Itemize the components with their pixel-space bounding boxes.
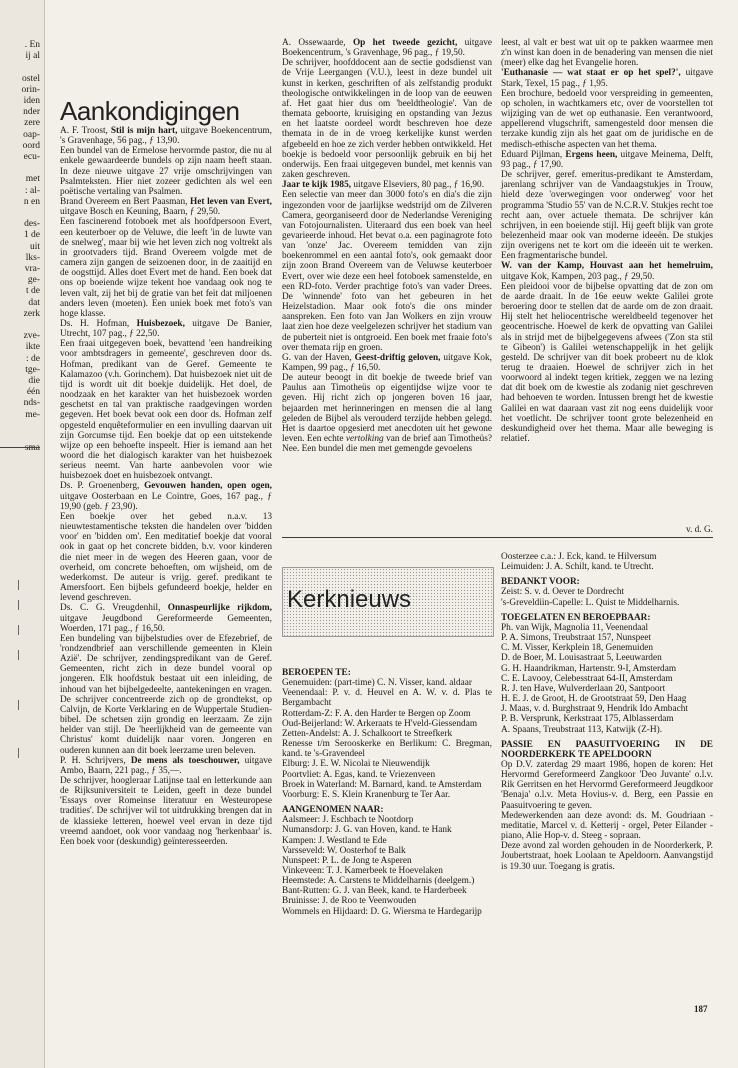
paragraph-text: Oosterzee c.a.: J. Eck, kand. te Hilversum — [501, 552, 657, 562]
section-heading: AANGENOMEN NAAR: — [282, 805, 384, 816]
paragraph-text: Aalsmeer: J. Eschbach te Nootdorp — [282, 815, 414, 826]
margin-mark — [18, 650, 19, 660]
margin-fragment: me- — [25, 409, 40, 420]
page-number: 187 — [694, 1004, 708, 1014]
announcement-text — [60, 634, 272, 756]
paragraph-text: C. E. Lavooy, Celebesstraat 64-II, Amsterdam — [501, 673, 673, 684]
church-news-text — [501, 653, 713, 663]
church-news-text — [282, 856, 492, 866]
paragraph-text: Bant-Rutten: G. J. van Beek, kand. te Harderbeek — [282, 886, 467, 897]
church-news-text — [282, 688, 492, 708]
margin-fragment: nder — [23, 107, 40, 118]
paragraph-text: Een pleidooi voor de bijbelse opvatting dat de zon om de aarde draait. In de 16e eeuw wekte Galilei grote beroering door te stellen dat de aarde om de zon draait. Hij stelt het heliocentrische wereldbeeld tegenover het geocentrische. Hoewel de kerk de opvatting van Galilei als in strijd met de bijbelgegevens afwees ('Zon sta stil te Gibeon') is Galilei wetenschappelijk in het gelijk gesteld. De schrijver van dit boek probeert nu de klok terug te draaien. Hoewel de schrijver zich in het voorwoord al indekt tegen kritiek, zeggen we na lezing dat dit boek om de kwestie als zodanig niet geschreven had behoeven te worden. Intussen brengt het de kwestie Galilei en wat daaraan vast zit nog eens duidelijk voor het voetlicht. De schrijver toont grote belezenheid en deskundigheid over het thema. Maar alle beweging is relatief. — [501, 281, 713, 445]
church-news-text — [282, 907, 492, 917]
paragraph-text: Een fraai uitgegeven boek, bevattend 'een handreiking voor ambtsdragers in gemeente', geschreven door ds. Hofman, predikant van de Geref. Gemeente te Kalamazoo (v.h. Gorinchem). Dat huisbezoek niet uit de tijd is wordt uit dit boekje duidelijk. Het doel, de noodzaak en het karakter van het huisbezoek worden geschetst en tal van praktische raadgevingen worden gegeven. Het boek bevat ook een door ds. Hofman zelf opgesteld enquêteformulier en een invulling daarvan uit zijn Gorcumse tijd. Een boekje dat op een uitstekende wijze op een behoefte inspeelt. Hier is iemand aan het woord die het dialogisch karakter van het huisbezoek serieus neemt. Van harte aanbevolen voor wie huisbezoek doet en huisbezoek ontvangt. — [60, 339, 272, 482]
announcement-text — [60, 776, 272, 847]
announcement-title — [282, 180, 492, 190]
margin-fragment: oord — [22, 140, 40, 151]
church-news-text — [282, 770, 492, 780]
section-heading: BEROEPEN TE: — [282, 668, 351, 678]
paragraph-text: De auteur beoogt in dit boekje de tweede brief van Paulus aan Timotheüs op eigentijdse wijze voor te geven. Hij richt zich op jongeren boven 16 jaar, bejaarden met herinneringen en mensen die al lang geleden de Bijbel als verouderd terzijde hebben gelegd. Het is daartoe opgesierd met anecdoten uit het gewone leven. Een echte — [282, 373, 492, 445]
announcement-title — [60, 603, 272, 633]
paragraph-text: Ph. van Wijk, Magnolia 11, Veenendaal — [501, 622, 649, 633]
church-news-text — [501, 714, 713, 724]
margin-fragment: ikte — [25, 342, 40, 353]
column-2-announcements — [282, 38, 492, 454]
church-news-text — [501, 552, 713, 562]
author: A. Ossewaarde, — [282, 38, 353, 48]
announcement-title — [501, 68, 713, 88]
kerknieuws-heading-box — [282, 567, 494, 637]
margin-mark — [18, 700, 19, 710]
church-news-text — [282, 790, 492, 800]
announcement-text — [282, 190, 492, 353]
announcement-text — [282, 58, 492, 180]
announcement-title — [60, 481, 272, 511]
church-news-text — [501, 841, 713, 871]
section-heading: BEDANKT VOOR: — [501, 577, 580, 588]
publisher-info: uitgave Jeugdbond Gereformeerde Gemeenten, Woerden, 171 pag., ƒ 16,50. — [60, 613, 272, 634]
church-news-text — [282, 678, 492, 688]
publisher-info: uitgave Oosterbaan en Le Cointre, Goes, 167 pag., ƒ 19,90 (geb. ƒ 23,90). — [60, 491, 272, 512]
paragraph-text: van de brief aan Timotheüs? Nee. Een bundel die men met gemengde gevoelens — [282, 434, 492, 455]
announcement-text — [501, 282, 713, 445]
book-title: 'Euthanasie — wat staat er op het spel?', — [501, 68, 681, 79]
margin-fragment: met — [25, 174, 40, 185]
paragraph-text: Een fascinerend fotoboek met als hoofdpersoon Evert, een keuterboer op de Veluwe, die leeft 'in de luwte van de snelweg', maar bij wie het leven zich nog voltrekt als in grootvaders tijd. Brand Overeem volgde met de camera zijn gangen de seizoenen door, in de zaaitijd en de oogsttijd. Alles doet Evert met de hand. Een boek dat ons op boeiende wijze tekent hoe vandaag ook nog te leven valt, zij het bij de gratie van het feit dat miljoenen anders leven (moeten). Een uniek boek met foto's van hoge klasse. — [60, 217, 272, 319]
book-title: W. van der Kamp, Houvast aan het hemelruim, — [501, 261, 713, 272]
church-news-text — [501, 694, 713, 704]
margin-fragment: zve- — [23, 331, 40, 342]
author: G. van der Haven, — [282, 352, 355, 363]
announcement-text — [60, 146, 272, 197]
book-title: Jaar te kijk 1985, — [282, 180, 352, 191]
paragraph-text: Broek in Waterland: M. Barnard, kand. te Amsterdam — [282, 779, 482, 790]
paragraph-text: Heemstede: A. Carstens te Middelharnis (deelgem.) — [282, 876, 475, 887]
announcement-title — [282, 38, 492, 58]
announcement-title — [501, 150, 713, 170]
church-news-text — [501, 633, 713, 643]
section-heading: PASSIE EN PAASUITVOERING IN DE NOORDERKERK TE APELDOORN — [501, 739, 713, 760]
paragraph-text: Een bundel van de Ermelose hervormde pastor, die nu al enkele gewaardeerde bundels op zijn naam heeft staan. In deze nieuwe uitgave 27 vrije omschrijvingen van Psalmteksten. Hier niet zozeer gedichten als wel een poëtische vertaling van Psalmen. — [60, 146, 272, 197]
margin-fragment: . En — [24, 40, 40, 50]
paragraph-text: 's-Greveldiin-Capelle: L. Quist te Middelharnis. — [501, 597, 680, 608]
church-news-text — [282, 836, 492, 846]
church-news-text — [501, 760, 713, 811]
paragraph-text: D. de Boer, M. Louisastraat 5, Leeuwarden — [501, 653, 662, 664]
margin-fragment: ge- — [27, 275, 40, 286]
kerknieuws-column-1 — [282, 663, 492, 917]
book-title: Geest-driftig geloven, — [354, 352, 441, 363]
margin-fragment: t de — [26, 286, 40, 297]
announcement-text — [60, 217, 272, 319]
church-news-text — [282, 719, 492, 729]
paragraph-text: Rotterdam-Z: F. A. den Harder te Bergen op Zoom — [282, 708, 471, 719]
book-title: De mens als toeschouwer, — [130, 755, 240, 766]
author: A. F. Troost, — [60, 126, 111, 136]
heading-aankondigingen: Aankondigingen — [60, 96, 240, 126]
church-news-text — [282, 886, 492, 896]
announcement-text — [501, 89, 713, 150]
church-news-text — [282, 825, 492, 835]
signature: v. d. G. — [685, 525, 713, 535]
church-news-text — [501, 664, 713, 674]
publisher-info: uitgave Stark, Texel, 15 pag., ƒ 1,95. — [501, 68, 713, 89]
paragraph-text: Zeist: S. v. d. Oever te Dordrecht — [501, 587, 625, 598]
paragraph-text: Veenendaal: P. v. d. Heuvel en A. W. v. d. Plas te Bergambacht — [282, 688, 492, 709]
church-news-text — [501, 598, 713, 608]
paragraph-text: Een boekje over het gebed n.a.v. 13 nieuwtestamentische teksten die handelen over 'bidden voor' en 'bidden om'. Een meditatief boekje dat vooral ook in gaat op het concrete bidden, b.v. voor kinderen die niet meer in de wegen des Heeren gaan, voor de overheid, om concrete behoeften, om wijsheid, om de wederkomst. De auteur is vrijg. geref. predikant te Amersfoort. Een bijbels gefundeerd boekje, helder en levend geschreven. — [60, 511, 272, 604]
announcement-text — [60, 512, 272, 603]
margin-fragment: uit — [29, 241, 40, 252]
margin-rule — [0, 447, 40, 448]
book-title: Het leven van Evert, — [190, 197, 272, 208]
margin-fragment: vra- — [24, 264, 40, 274]
margin-fragment: ostel — [22, 73, 40, 84]
church-news-text — [501, 684, 713, 694]
publisher-info: uitgave Kok, Kampen, 203 pag., ƒ 29,50. — [501, 271, 655, 282]
margin-fragment: lks- — [25, 252, 40, 263]
section-heading: TOEGELATEN EN BEROEPBAAR: — [501, 612, 651, 623]
paragraph-text: P. B. Versprunk, Kerkstraat 175, Alblasserdam — [501, 714, 674, 725]
paragraph-text: R. J. ten Have, Wulverderlaan 20, Santpoort — [501, 683, 666, 694]
paragraph-text: Een selectie van meer dan 3000 foto's en dia's die zijn ingezonden voor de jaarlijkse wedstrijd om de Zilveren Camera, georganiseerd door de Nederlandse Vereniging van Fotojournalisten. Uiteraard dus een boek van heel gevarieerde inhoud. Het bevat o.a. een paginagrote foto van 'onze' Jac. Overeem temidden van zijn boekenrommel en een aantal foto's, ook gemaakt door zijn zoon Brand Overeem van de Veluwse keuterboer Evert, over wie deze een heel fotoboek samenstelde, en een RD-foto. Verder prachtige foto's van vader Drees. De 'winnende' foto van het gebeuren in het Heizelstadion. Maar ook foto's die ons minder aanspreken. Een foto van Jan Wolkers en zijn vrouw laat zien hoe deze veelgelezen schrijver het stadium van de puberteit niet is ontgroeid. Een boek met fraaie foto's over themata rijp en groen. — [282, 190, 492, 353]
paragraph-text: Een bundeling van bijbelstudies over de Efezebrief, de 'rondzendbrief aan verschillende gemeenten in Klein Azië'. De schrijver, zendingspredikant van de Geref. Gemeenten, richt zich in deze bundel vooral op jongeren. Elk hoofdstuk bestaat uit een inleiding, de inhoud van het bijbelgedeelte, aantekeningen en vragen. De schrijver concentreerde zich op de grondtekst, op Calvijn, de Korte Verklaring en de Wuppertale Studien-bibel. De schetsen zijn grondig en leerzaam. Ze zijn helder van stijl. De 'heerlijkheid van de gemeente van Christus' komt duidelijk naar voren. Jongeren en ouderen kunnen aan dit boek leerzame uren beleven. — [60, 633, 272, 756]
margin-fragment: één — [26, 387, 40, 398]
paragraph-text: leest, al valt er best wat uit op te pakken waarmee men z'n winst kan doen in de benadering van mensen die niet (meer) elke dag het Evangelie horen. — [501, 38, 713, 69]
announcement-title — [60, 126, 272, 146]
margin-fragment: ij al — [25, 51, 40, 62]
announcement-text — [282, 373, 492, 454]
church-news-text — [282, 709, 492, 719]
publisher-info: uitgave Boekencentrum, 's Gravenhage, 96 pag., ƒ 19,50. — [282, 38, 492, 59]
publisher-info: uitgave Bosch en Keuning, Baarn, ƒ 29,50. — [60, 207, 221, 218]
announcement-title — [60, 756, 272, 776]
italic-text: vertolking — [345, 434, 384, 445]
church-news-text — [282, 896, 492, 906]
paragraph-text: G. H. Haandrikman, Hartenstr. 9-I, Amsterdam — [501, 663, 677, 674]
announcement-title — [60, 197, 272, 217]
author: Eduard Pijlman, — [501, 149, 566, 160]
publisher-info: uitgave Kok, Kampen, 99 pag., ƒ 16,50. — [282, 352, 493, 373]
margin-fragment: ecu- — [23, 152, 40, 162]
margin-fragment: oap- — [23, 129, 40, 140]
church-news-text — [501, 811, 713, 841]
paragraph-text: Voorburg: E. S. Klein Kranenburg te Ter Aar. — [282, 789, 451, 800]
margin-mark — [18, 625, 19, 635]
paragraph-text: Poortvliet: A. Egas, kand. te Vriezenveen — [282, 769, 436, 780]
church-news-text — [501, 674, 713, 684]
church-news-text — [501, 643, 713, 653]
paragraph-text: Oud-Beijerland: W. Arkeraats te H'veld-Giessendam — [282, 718, 478, 729]
church-news-text — [282, 846, 492, 856]
heading-kerknieuws: Kerknieuws — [287, 586, 412, 613]
margin-fragment: dat — [28, 297, 40, 308]
paragraph-text: Kampen: J. Westland te Ede — [282, 835, 387, 846]
church-news-text — [282, 780, 492, 790]
publisher-info: uitgave Boekencentrum, 's Gravenhage, 56 pag., ƒ 13,90. — [60, 126, 272, 147]
paragraph-text: Genemuiden: (part-time) C. N. Visser, kand. aldaar — [282, 678, 472, 689]
church-news-text — [501, 704, 713, 714]
margin-mark — [18, 580, 19, 590]
announcement-title — [60, 319, 272, 339]
section-divider — [282, 537, 713, 538]
church-news-text — [501, 587, 713, 597]
paragraph-text: Renesse t/m Serooskerke en Berlikum: C. Bregman, kand. te 's-Gravendeel — [282, 739, 492, 760]
kerknieuws-column-2 — [501, 552, 713, 872]
announcement-title — [501, 261, 713, 281]
margin-fragment: orin- — [21, 84, 40, 95]
church-news-text — [282, 739, 492, 759]
margin-fragment: tge- — [25, 364, 40, 375]
margin-fragment: : de — [26, 353, 40, 364]
margin-fragment: die — [28, 376, 40, 386]
margin-fragment: des- — [24, 219, 40, 230]
margin-fragment: n en — [23, 196, 40, 207]
author: Ds. H. Hofman, — [60, 318, 137, 329]
author: Brand Overeem en Bert Paasman, — [60, 197, 191, 208]
book-title: Ergens heen, — [565, 149, 618, 160]
margin-fragment: zerk — [23, 308, 40, 319]
book-title: Gevouwen handen, open ogen, — [144, 481, 272, 492]
paragraph-text: Op D.V. zaterdag 29 maart 1986, hopen de koren: Het Hervormd Gereformeerd Zangkoor 'Deo Juvante' o.l.v. Rik Gerritsen en het Hervormd Gereformeerd Jeugdkoor 'Benaja' o.l.v. Meta Hovius-v. d. Berg, een Passie en Paasuitvoering te geven. — [501, 759, 713, 811]
paragraph-text: Medewerkenden aan deze avond: ds. M. Goudriaan - meditatie, Marcel v. d. Ketterij - orgel, Peter Eilander - piano, Alie Hop-v. d. Steeg - sopraan. — [501, 810, 713, 842]
margin-fragment: sma — [24, 443, 40, 454]
announcement-title — [282, 353, 492, 373]
margin-fragment: 1 de — [23, 230, 40, 241]
paragraph-text: Een brochure, bedoeld voor verspreiding in gemeenten, op scholen, in wachtkamers etc, over de voorstellen tot wijziging van de wet op euthanasie. Een verantwoord, appellerend vlugschrift, samengesteld door mensen die terzake kundig zijn als het gaat om de juridische en de medisch-ethische aspecten van het thema. — [501, 88, 713, 150]
paragraph-text: De schrijver, hoofddocent aan de sectie godsdienst van de Vrije Leergangen (V.U.), leest in deze bundel uit kunst in kerken, geschriften of als zelfstandig produkt theologische ontwikkelingen in de loop van de eeuwen af. Het gaat hier dus om 'beeldtheologie'. Van de themata geboorte, kruisiging en opstanding van Jezus en het laatste oordeel wordt beschreven hoe deze themata in de in de vroeg kerkelijke kunst werden afgebeeld en hoe ze zich verder hebben ontwikkeld. Het boekje is bedoeld voor persoonlijk gebruik en bij het onderwijs. Een fraai uitgegeven bundel, met kennis van zaken geschreven. — [282, 58, 492, 181]
margin-fragment: nds- — [23, 398, 40, 409]
paragraph-text: C. M. Visser, Kerkplein 18, Genemuiden — [501, 643, 654, 654]
paragraph-text: J. Maas, v. d. Burghstraat 9, Hendrik Ido Ambacht — [501, 704, 688, 715]
paragraph-text: A. Spaans, Treubstraat 113, Katwijk (Z-H). — [501, 724, 663, 735]
paragraph-text: Elburg: J. E. W. Nicolai te Nieuwendijk — [282, 759, 430, 770]
publisher-info: uitgave Elseviers, 80 pag., ƒ 16,90. — [351, 180, 485, 191]
paragraph-text: Varsseveld: W. Oosterhof te Balk — [282, 845, 406, 856]
church-news-text — [282, 866, 492, 876]
column-1-announcements — [60, 126, 272, 847]
margin-fragment: : al- — [24, 185, 40, 196]
book-title: Huisbezoek, — [136, 318, 185, 329]
announcement-text — [60, 339, 272, 481]
announcement-text — [501, 38, 713, 68]
paragraph-text: P. A. Simons, Treubstraat 157, Nunspeet — [501, 633, 652, 644]
publisher-info: uitgave De Banier, Utrecht, 107 pag., ƒ 22,50. — [60, 318, 272, 340]
paragraph-text: Bruinisse: J. de Roo te Veenwouden — [282, 896, 417, 907]
paragraph-text: De schrijver, geref. emeritus-predikant te Amsterdam, jarenlang schrijver van de Vandaagstukjes in Trouw, hield deze 'overwegingen voor onderweg' voor het programma 'Studio 55' van de N.C.R.V. Stukjes recht toe recht aan, over actuele themata. De schrijver kán schrijven, in een boeiende stijl. Hij geeft blijk van grote belezenheid maar ook van moderne ideeën. De stukjes zijn overigens net te kort om die ideeën uit te werken. Een fragmentarische bundel. — [501, 170, 713, 262]
church-news-text — [501, 623, 713, 633]
margin-mark — [18, 600, 19, 610]
church-news-text — [282, 729, 492, 739]
publisher-info: uitgave Ambo, Baarn, 221 pag., ƒ 35,—. — [60, 755, 272, 776]
publisher-info: uitgave Meinema, Delft, 93 pag., ƒ 17,90. — [501, 149, 713, 170]
column-3-announcements — [501, 38, 713, 444]
church-news-text — [282, 759, 492, 769]
book-title: Op het tweede gezicht, — [352, 38, 458, 48]
paragraph-text: Vinkeveen: T. J. Kamerbeek te Hoevelaken — [282, 865, 443, 876]
paragraph-text: Wommels en Hijdaard: D. G. Wiersma te Hardegarijp — [282, 906, 482, 917]
author: P. H. Schrijvers, — [60, 755, 131, 766]
author: Ds. C. G. Vreugdenhil, — [60, 603, 168, 614]
paragraph-text: Numansdorp: J. G. van Hoven, kand. te Hank — [282, 825, 452, 836]
book-title: Onnaspeurlijke rijkdom, — [167, 603, 272, 614]
paragraph-text: Deze avond zal worden gehouden in de Noorderkerk, P. Joubertstraat, hoek Loolaan te Apeldoorn. Aanvangstijd is 19.30 uur. Toegang is gratis. — [501, 841, 713, 872]
margin-fragment: zere — [24, 118, 40, 129]
paragraph-text: Zetten-Andelst: A. J. Schalkoort te Streefkerk — [282, 728, 453, 739]
paragraph-text: Nunspeet: P. L. de Jong te Asperen — [282, 855, 412, 866]
church-news-text — [282, 876, 492, 886]
church-news-text — [282, 815, 492, 825]
paragraph-text: Leimuiden: J. A. Schilt, kand. te Utrecht. — [501, 562, 654, 573]
book-title: Stil is mijn hart, — [110, 126, 178, 136]
announcement-text — [501, 170, 713, 261]
adjacent-page-margin — [0, 0, 45, 1068]
margin-fragment: iden — [23, 96, 40, 106]
author: Ds. P. Groenenberg, — [60, 481, 145, 492]
paragraph-text: De schrijver, hoogleraar Latijnse taal en letterkunde aan de Rijksuniversiteit te Leiden, geeft in deze bundel 'Essays over Romeinse literatuur en Westeuropese tradities'. De schrijver wil tot uitdrukking brengen dat in de klassieke letteren, hoewel veel ervan in deze tijd vreemd aandoet, ook voor vandaag nog 'herkenbaar' is. Een boek voor (deskundig) geïnteresseerden. — [60, 776, 272, 847]
church-news-text — [501, 725, 713, 735]
margin-mark — [18, 748, 19, 758]
church-news-text — [501, 562, 713, 572]
paragraph-text: H. E. J. de Groot, H. de Grootstraat 59, Den Haag — [501, 694, 687, 705]
